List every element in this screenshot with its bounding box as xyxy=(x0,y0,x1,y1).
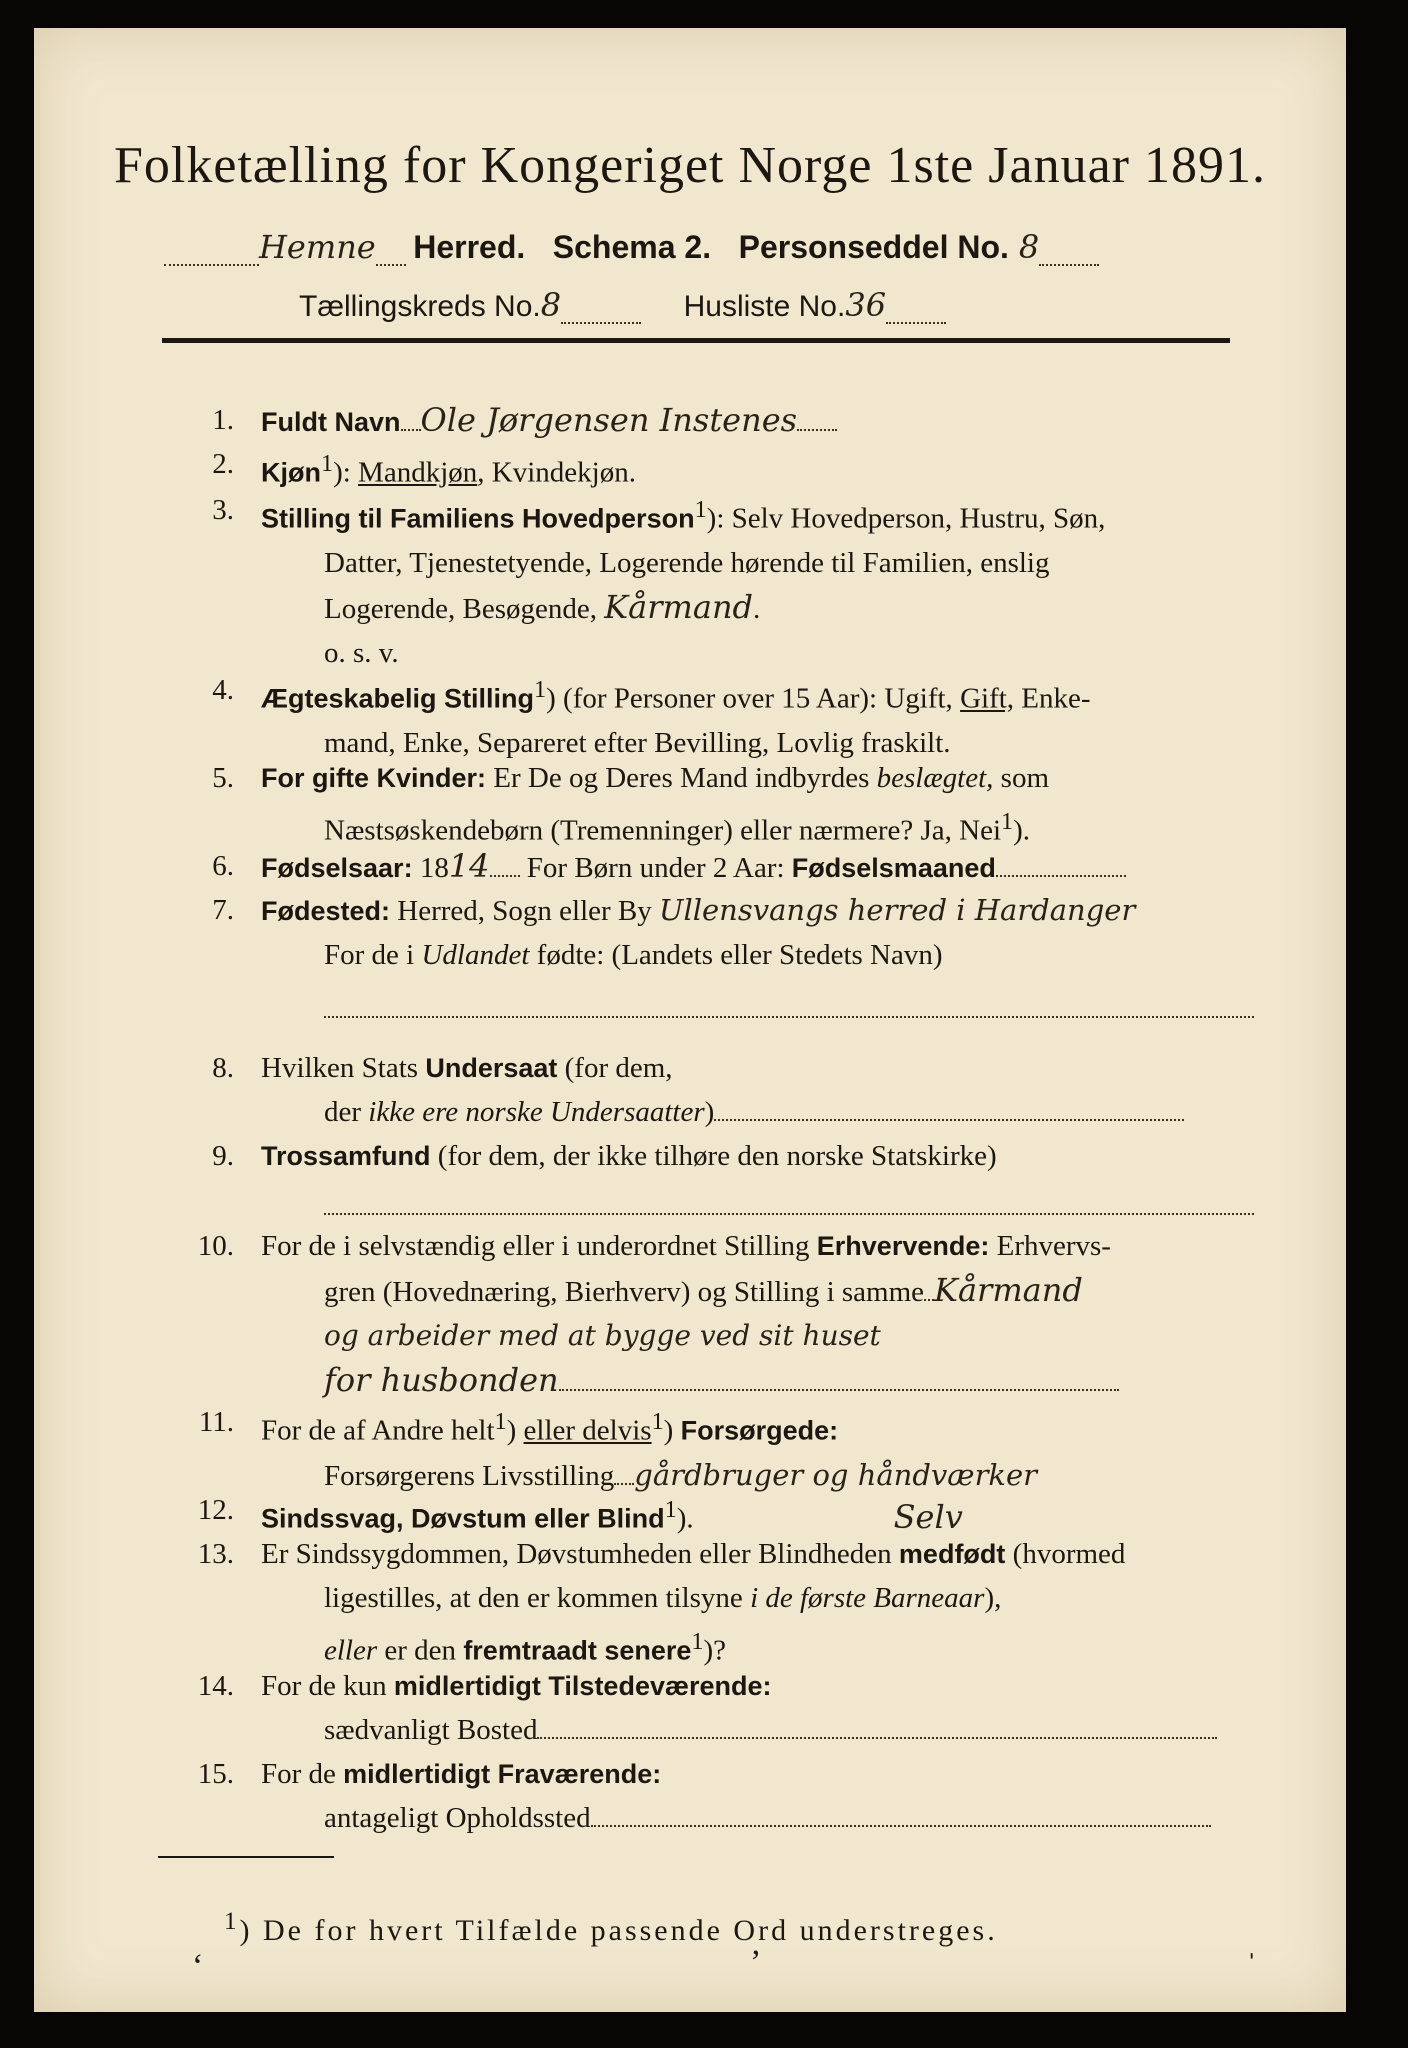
item-number: 12. xyxy=(197,1494,234,1526)
kreds-row xyxy=(299,286,946,324)
husliste-value: 36 xyxy=(845,286,887,324)
item-label: Fødselsmaaned xyxy=(791,853,996,883)
provider-occupation-value: gårdbruger og håndværker xyxy=(634,1457,1038,1492)
item-text: ). xyxy=(676,1502,694,1535)
item-text: (for dem, xyxy=(557,1052,673,1084)
item-number: 8. xyxy=(212,1052,234,1084)
item-text: ligestilles, at den er kommen tilsyne xyxy=(324,1582,751,1614)
item-label: midlertidigt Tilstedeværende: xyxy=(393,1671,772,1701)
footnote xyxy=(224,1908,998,1948)
item-text: ) xyxy=(704,1096,715,1128)
occupation-value-2: og arbeider med at bygge ved sit huset xyxy=(324,1319,881,1352)
header-divider xyxy=(162,338,1230,343)
footnote-mark: 1 xyxy=(534,676,547,703)
kreds-value: 8 xyxy=(540,286,562,324)
footnote-mark: 1 xyxy=(1001,808,1014,835)
item-label: Trossamfund xyxy=(261,1141,431,1171)
item-text: For de i xyxy=(324,939,422,971)
item-text: Herred, Sogn eller By xyxy=(390,895,652,927)
item-text: For de af Andre helt xyxy=(261,1414,495,1447)
item-label: Kjøn xyxy=(261,457,321,488)
item-number: 10. xyxy=(197,1230,234,1262)
item-text: Er De og Deres Mand indbyrdes xyxy=(486,762,877,794)
schema-label: Schema 2. xyxy=(552,229,712,265)
item-label: Stilling til Familiens Hovedperson xyxy=(261,503,695,534)
corner-mark-right: ˈ xyxy=(1246,1948,1258,1985)
disability-value: Selv xyxy=(893,1497,963,1536)
item-label: Ægteskabelig Stilling xyxy=(261,683,535,714)
kreds-label: Tællingskreds No. xyxy=(299,290,541,323)
item-label: midlertidigt Fraværende: xyxy=(343,1759,662,1789)
item-label: Fødested: xyxy=(261,896,391,926)
item-number: 5. xyxy=(212,762,234,794)
item-text: ): Selv Hovedperson, Hustru, Søn, xyxy=(706,502,1106,535)
item-number: 7. xyxy=(212,894,234,926)
full-name-value: Ole Jørgensen Instenes xyxy=(420,401,798,439)
item-text: Næstsøskendebørn (Tremenninger) eller nærmere? Ja, Nei xyxy=(324,814,1002,847)
item-number: 9. xyxy=(212,1140,234,1172)
footnote-text: ) De for hvert Tilfælde passende Ord understreges. xyxy=(239,1914,998,1947)
item-text: sædvanligt Bosted xyxy=(324,1714,538,1746)
item-text: Datter, Tjenestetyende, Logerende hørende til Familien, enslig xyxy=(324,546,1050,579)
personseddel-label: Personseddel No. xyxy=(738,229,1009,265)
item-number: 13. xyxy=(197,1538,234,1570)
occupation-value-1: Kårmand xyxy=(934,1271,1083,1309)
item-text: ) (for Personer over 15 Aar): Ugift, xyxy=(546,682,961,715)
corner-mark-left: ʻ xyxy=(192,1948,204,1985)
birthplace-value: Ullensvangs herred i Hardanger xyxy=(659,893,1136,927)
item-label: Erhvervende: xyxy=(816,1231,990,1261)
item-text: ) xyxy=(506,1414,524,1447)
item-text: For de kun xyxy=(261,1670,394,1702)
item-text: For Børn under 2 Aar: xyxy=(519,852,792,884)
husliste-label: Husliste No. xyxy=(683,290,846,323)
item-text: eller xyxy=(324,1634,378,1667)
herred-row xyxy=(164,228,1264,266)
item-number: 14. xyxy=(197,1670,234,1702)
item-text: Enke- xyxy=(1014,682,1091,715)
family-position-value: Kårmand xyxy=(604,587,754,626)
item-text: , Kvindekjøn. xyxy=(477,456,636,489)
gender-option-male: Mandkjøn xyxy=(358,456,478,489)
item-text: For de xyxy=(261,1758,344,1790)
item-text: antageligt Opholdssted xyxy=(324,1802,591,1834)
item-number: 3. xyxy=(212,494,234,526)
item-label: Forsørgede: xyxy=(680,1415,839,1446)
item-text: i de første Barneaar xyxy=(750,1582,985,1614)
item-number: 6. xyxy=(212,850,234,882)
herred-value: Hemne xyxy=(259,228,376,266)
item-number: 15. xyxy=(197,1758,234,1790)
item-number: 1. xyxy=(212,404,234,436)
item-text: ). xyxy=(1013,814,1031,847)
footnote-mark: 1 xyxy=(224,1908,240,1935)
item-label: Fuldt Navn xyxy=(261,407,401,437)
herred-label: Herred. xyxy=(413,229,526,265)
item-label: medfødt xyxy=(898,1539,1006,1569)
footnote-mark: 1 xyxy=(651,1408,664,1435)
form-title: Folketælling for Kongeriget Norge 1ste Januar 1891. xyxy=(114,137,1266,194)
item-text: o. s. v. xyxy=(324,636,399,669)
marital-option-married: Gift, xyxy=(960,682,1015,715)
personseddel-value: 8 xyxy=(1018,228,1040,266)
item-text: Erhvervs- xyxy=(989,1230,1111,1262)
item-label: Sindssvag, Døvstum eller Blind xyxy=(261,1503,665,1534)
item-number: 11. xyxy=(198,1406,234,1438)
item-text: fødte: (Landets eller Stedets Navn) xyxy=(529,939,943,971)
item-text: Logerende, Besøgende, xyxy=(324,592,597,625)
item-text: Er Sindssygdommen, Døvstumheden eller Blindheden xyxy=(261,1538,899,1570)
dependents-option-partly: eller delvis xyxy=(523,1414,652,1447)
census-form-page: Folketælling for Kongeriget Norge 1ste Januar 1891. Hemne Herred. Schema 2. Personseddel No. 8 Tællingskreds No.8 Husliste No.36 1. Fuldt Navn Ole Jørgensen Instenes 2. Kjøn$^1$): Mandkjøn, Kvindekjøn. 3. Stilling til Familiens Hovedperson$^1$): Selv Hovedperson, Hustru, Søn, Datter, Tjenestetyende, Logerende hørende til Familien, enslig Logerende, Besøgende, Kårmand. o. s. v. 4. Ægteskabelig Stilling$^1$) (for Personer over 15 Aar): Ugift, Gift, Enke- mand, Enke, Separeret efter Bevilling, Lovlig fraskilt. 5. For gifte Kvinder: Er De og Deres Mand indbyrdes beslægtet, som Næstsøskendebørn (Tremenninger) eller nærmere? Ja, Nei$^1$). 6. Fødselsaar: 1814 For Børn under 2 Aar: Fødselsmaaned 7. Fødested: Herred, Sogn eller By Ullensvangs herred i Hardanger For de i Udlandet fødte: (Landets eller Stedets Navn) 8. Hvilken Stats Undersaat (for dem, der ikke ere norske Undersaatter) 9. Trossamfund (for dem, der ikke tilhøre den norske Statskirke) 10. For de i selvstændig eller i underordnet Stilling Erhvervende: Erhvervs- gren (Hovednæring, Bierhverv) og Stilling i samme Kårmand og arbeider med at bygge ved sit huset for husbonden 11. For de af Andre helt$^1$) eller delvis$^1$) Forsørgede: Forsørgerens Livsstilling gårdbruger og håndværker 12. Sindssvag, Døvstum eller Blind$^1$). Selv 13. Er Sindssygdommen, Døvstumheden eller Blindheden medfødt (hvormed ligestilles, at den er kommen tilsyne i de første Barneaar), eller er den fremtraadt senere$^1$)? 14. For de kun midlertidigt Tilstedeværende: sædvanligt Bosted 15. For de midlertidigt Fraværende: antageligt Opholdssted $^1$) De for hvert Tilfælde passende Ord understreges. ʻ ʼ ˈ xyxy=(34,28,1346,2012)
item-text: (hvormed xyxy=(1005,1538,1126,1570)
item-text: der xyxy=(324,1096,369,1128)
item-number: 4. xyxy=(212,674,234,706)
item-text: mand, Enke, Separeret efter Bevilling, Lovlig fraskilt. xyxy=(324,726,951,759)
footnote-mark: 1 xyxy=(691,1628,704,1655)
item-text: Hvilken Stats xyxy=(261,1052,426,1084)
item-text: som xyxy=(993,762,1049,794)
birth-year-value: 14 xyxy=(448,847,490,885)
item-text: 18 xyxy=(412,852,449,884)
footnote-mark: 1 xyxy=(494,1408,507,1435)
item-text: For de i selvstændig eller i underordnet Stilling xyxy=(261,1230,817,1262)
item-label: Undersaat xyxy=(425,1053,558,1083)
item-text: Forsørgerens Livsstilling xyxy=(324,1459,615,1492)
item-text: )? xyxy=(703,1634,727,1667)
footnote-mark: 1 xyxy=(321,450,334,477)
item-text: ): xyxy=(333,456,359,489)
item-text: ) xyxy=(663,1414,681,1447)
item-text: ), xyxy=(984,1582,1002,1614)
item-number: 2. xyxy=(212,448,234,480)
item-text: (for dem, der ikke tilhøre den norske Statskirke) xyxy=(430,1140,997,1172)
corner-mark-center: ʼ xyxy=(750,1944,762,1981)
item-label: Fødselsaar: xyxy=(261,853,413,883)
item-label: fremtraadt senere xyxy=(463,1635,692,1666)
footnote-divider xyxy=(158,1856,334,1858)
item-text: beslægtet, xyxy=(876,762,994,794)
occupation-value-3: for husbonden xyxy=(324,1361,559,1399)
item-text: gren (Hovednæring, Bierhverv) og Stilling i samme xyxy=(324,1276,925,1308)
item-text: ikke ere norske Undersaatter xyxy=(368,1096,705,1128)
item-text: Udlandet xyxy=(421,939,530,971)
item-text: er den xyxy=(377,1634,464,1667)
footnote-mark: 1 xyxy=(694,496,707,523)
footnote-mark: 1 xyxy=(664,1496,677,1523)
item-label: For gifte Kvinder: xyxy=(261,763,487,793)
